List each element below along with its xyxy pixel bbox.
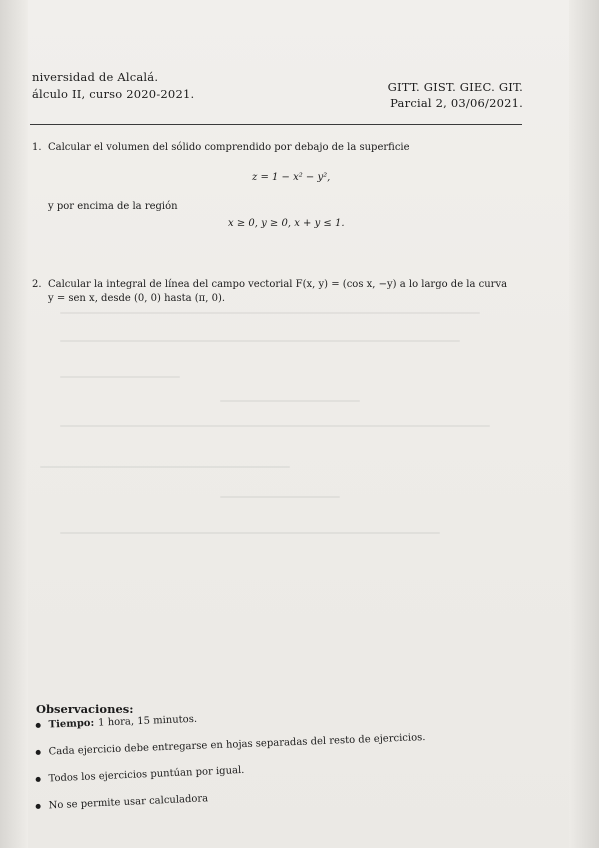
observations-list <box>36 713 476 828</box>
degree-programs: GITT. GIST. GIEC. GIT. <box>387 80 523 94</box>
exercise-statement: Calcular la integral de línea del campo vectorial F(x, y) = (cos x, −y) a lo largo de la curva <box>48 279 508 290</box>
show-through-line <box>220 400 360 402</box>
course-title: álculo II, curso 2020-2021. <box>32 87 195 101</box>
item-label: Tiempo: <box>48 717 95 731</box>
exercise-number: 2. <box>32 279 42 290</box>
exercise-2 <box>32 278 532 306</box>
show-through-line <box>220 496 340 498</box>
item-text: Cada ejercicio debe entregarse en hojas separadas del resto de ejercicios. <box>48 732 426 758</box>
paper-edge-right <box>569 0 599 848</box>
observations-title: Observaciones: <box>36 702 134 716</box>
show-through-line <box>40 466 290 468</box>
bullet-icon <box>36 804 41 809</box>
region-inequalities: x ≥ 0, y ≥ 0, x + y ≤ 1. <box>228 218 345 229</box>
bullet-icon <box>36 777 41 782</box>
show-through-line <box>60 340 460 342</box>
show-through-line <box>60 532 440 534</box>
exercise-number: 1. <box>32 142 42 153</box>
exercise-statement: Calcular el volumen del sólido comprendido por debajo de la superficie <box>48 142 410 153</box>
item-text: No se permite usar calculadora <box>48 793 209 812</box>
surface-equation: z = 1 − x² − y², <box>252 172 331 183</box>
header-divider <box>30 124 522 125</box>
paper-edge-left <box>0 0 28 848</box>
show-through-line <box>60 312 480 314</box>
exam-date: Parcial 2, 03/06/2021. <box>390 96 523 110</box>
show-through-line <box>60 425 490 427</box>
bullet-icon <box>36 723 41 728</box>
item-text: Todos los ejercicios puntúan por igual. <box>48 764 245 785</box>
item-text: 1 hora, 15 minutos. <box>97 713 198 729</box>
exercise-1 <box>32 141 410 155</box>
exercise-statement-cont: y = sen x, desde (0, 0) hasta (π, 0). <box>48 293 226 304</box>
university-name: niversidad de Alcalá. <box>32 70 159 84</box>
bullet-icon <box>36 750 41 755</box>
exercise-continuation: y por encima de la región <box>48 201 178 212</box>
show-through-line <box>60 376 180 378</box>
